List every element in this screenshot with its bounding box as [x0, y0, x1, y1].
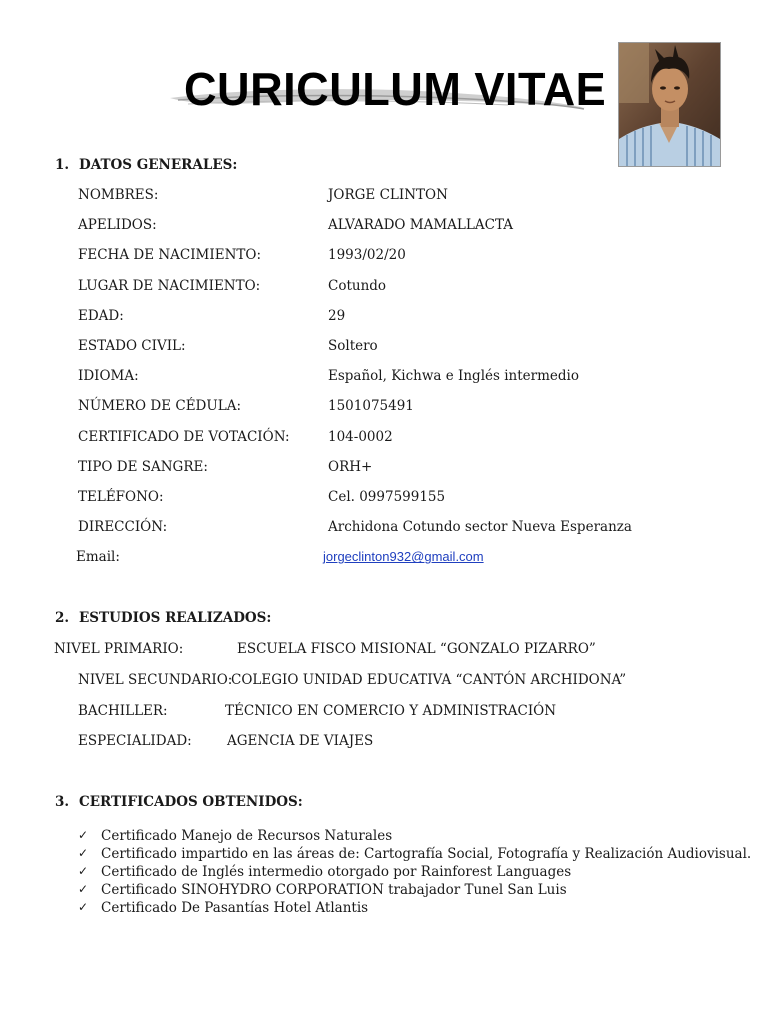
checkmark-icon: ✓ [78, 846, 89, 860]
certificate-list [78, 828, 751, 918]
field-label: Email: [76, 549, 120, 566]
field-value: Soltero [328, 338, 378, 354]
field-label: CERTIFICADO DE VOTACIÓN: [78, 428, 290, 445]
field-label: APELIDOS: [78, 217, 157, 234]
field-value: 104-0002 [328, 428, 393, 445]
study-value: COLEGIO UNIDAD EDUCATIVA “CANTÓN ARCHIDONA” [231, 672, 627, 688]
checkmark-icon: ✓ [78, 828, 89, 842]
section-heading-studies [55, 610, 271, 626]
section-number: 3. [55, 794, 70, 810]
field-label: NÚMERO DE CÉDULA: [78, 398, 242, 415]
field-label: LUGAR DE NACIMIENTO: [78, 277, 261, 294]
field-value: 1993/02/20 [328, 247, 406, 264]
section-heading-general [55, 157, 237, 173]
study-label: BACHILLER: [78, 703, 168, 719]
study-label: NIVEL PRIMARIO: [54, 641, 184, 657]
field-value: Español, Kichwa e Inglés intermedio [328, 368, 579, 385]
field-value: Cel. 0997599155 [328, 489, 446, 505]
checkmark-icon: ✓ [78, 882, 89, 896]
person-photo-icon [619, 43, 720, 166]
list-item: ✓ Certificado impartido en las áreas de: Cartografía Social, Fotografía y Realización Audiovisual. [78, 846, 752, 862]
section-title: ESTUDIOS REALIZADOS: [79, 610, 272, 626]
field-label: TELÉFONO: [78, 489, 164, 505]
field-label: IDIOMA: [78, 368, 139, 385]
section-number: 2. [55, 610, 70, 626]
section-title: CERTIFICADOS OBTENIDOS: [79, 794, 303, 810]
field-label: FECHA DE NACIMIENTO: [78, 247, 262, 264]
title-block [168, 58, 607, 118]
study-value: ESCUELA FISCO MISIONAL “GONZALO PIZARRO” [237, 641, 596, 657]
section-heading-certificates [55, 794, 303, 810]
field-value: JORGE CLINTON [328, 187, 448, 203]
list-item: ✓ Certificado De Pasantías Hotel Atlantis [78, 900, 369, 916]
field-label: TIPO DE SANGRE: [78, 458, 208, 475]
field-label: DIRECCIÓN: [78, 519, 168, 536]
list-item: ✓ Certificado de Inglés intermedio otorgado por Rainforest Languages [78, 864, 572, 880]
field-value: ORH+ [328, 458, 373, 475]
field-value: Archidona Cotundo sector Nueva Esperanza [328, 519, 632, 536]
profile-photo [618, 42, 721, 167]
study-value: TÉCNICO EN COMERCIO Y ADMINISTRACIÓN [225, 703, 557, 719]
list-item: ✓ Certificado SINOHYDRO CORPORATION trabajador Tunel San Luis [78, 882, 567, 898]
field-label: ESTADO CIVIL: [78, 338, 186, 354]
study-value: AGENCIA DE VIAJES [227, 733, 374, 749]
field-label: EDAD: [78, 307, 124, 324]
field-value: ALVARADO MAMALLACTA [328, 217, 513, 234]
field-value: 1501075491 [328, 398, 414, 415]
section-number: 1. [55, 157, 70, 173]
checkmark-icon: ✓ [78, 864, 89, 878]
checkmark-icon: ✓ [78, 900, 89, 914]
field-label: NOMBRES: [78, 187, 159, 203]
study-label: ESPECIALIDAD: [78, 733, 192, 749]
field-value: Cotundo [328, 277, 387, 294]
section-title: DATOS GENERALES: [79, 157, 238, 173]
email-link[interactable]: jorgeclinton932@gmail.com [323, 549, 484, 565]
list-item: ✓ Certificado Manejo de Recursos Naturales [78, 828, 393, 844]
field-value: 29 [328, 307, 346, 324]
study-label: NIVEL SECUNDARIO: [78, 672, 233, 688]
page-title: CURICULUM VITAE [184, 63, 607, 115]
